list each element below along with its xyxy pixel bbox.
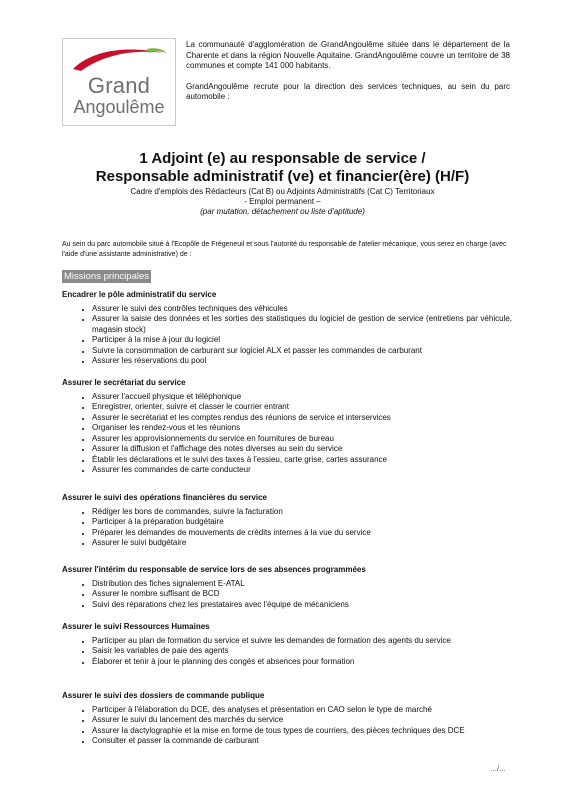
bullet-list <box>62 705 512 747</box>
missions-heading: Missions principales <box>64 271 150 282</box>
list-item: • Assurer le suivi du lancement des marchés du service <box>92 715 512 726</box>
list-item: • Rédiger les bons de commandes, suivre la facturation <box>92 507 512 518</box>
job-grade: Cadre d'emplois des Rédacteurs (Cat B) ou Adjoints Administratifs (Cat C) Territoriaux <box>130 187 435 196</box>
list-item: • Saisir les variables de paie des agents <box>92 646 512 657</box>
list-item: • Assurer la dactylographie et la mise en forme de tous types de courriers, des pièces techniques des DCE <box>92 726 512 737</box>
job-status: - Emploi permanent – <box>244 197 321 206</box>
continuation-marker: …/… <box>490 766 506 773</box>
section-encadrer <box>62 290 512 367</box>
list-item: • Participer à la préparation budgétaire <box>92 517 512 528</box>
bullet-list <box>62 507 512 549</box>
logo-text-angouleme: Angoulême <box>73 97 165 117</box>
job-title-line-2: Responsable administratif (ve) et financier(ère) (H/F) <box>95 168 470 185</box>
list-item: • Suivre la consommation de carburant sur logiciel ALX et passer les commandes de carburant <box>92 346 512 357</box>
logo-text-grand: Grand <box>87 73 151 98</box>
grandangouleme-logo <box>62 38 176 126</box>
list-item: • Participer à l'élaboration du DCE, des analyses et présentation en CAO selon le type de marché <box>92 705 512 716</box>
list-item: • Distribution des fiches signalement E-ATAL <box>92 579 512 590</box>
list-item: • Élaborer et tenir à jour le planning des congés et absences pour formation <box>92 657 512 668</box>
intro-paragraph-1: La communauté d'agglomération de GrandAngoulême située dans le département de la Charente et dans la région Nouvelle Aquitaine. GrandAngoulême couvre un territoire de 38 communes et compte 141 000 habitants. <box>186 40 510 70</box>
list-item: • Enregistrer, orienter, suivre et classer le courrier entrant <box>92 402 512 413</box>
section-heading: Assurer le suivi des dossiers de commande publique <box>62 691 265 700</box>
list-item: • Suivi des réparations chez les prestataires avec l'équipe de mécaniciens <box>92 600 512 611</box>
section-rh <box>62 622 512 667</box>
intro-paragraph-2: GrandAngoulême recrute pour la direction des services techniques, au sein du parc automobile : <box>186 81 510 101</box>
section-secretariat <box>62 378 512 476</box>
list-item: • Préparer les demandes de mouvements de crédits internes à la vue du service <box>92 528 512 539</box>
list-item: • Assurer le secrétariat et les comptes rendus des réunions de service et interservices <box>92 413 512 424</box>
context-paragraph: Au sein du parc automobile situé à l'Ecopôle de Frégeneuil et sous l'autorité du responsable de l'atelier mécanique, vous serez en charge (avec l'aide d'une assistante administrative) de : <box>62 241 507 258</box>
section-commande-publique <box>62 691 512 747</box>
section-heading: Encadrer le pôle administratif du service <box>62 290 217 299</box>
bullet-list <box>62 636 512 668</box>
list-item: • Consulter et passer la commande de carburant <box>92 736 512 747</box>
section-heading: Assurer le suivi des opérations financières du service <box>62 493 267 502</box>
list-item: • Assurer le suivi budgétaire <box>92 538 512 549</box>
section-heading: Assurer l'intérim du responsable de service lors de ses absences programmées <box>62 565 366 574</box>
section-interim <box>62 565 512 610</box>
bullet-list <box>62 304 512 367</box>
list-item: • Assurer les commandes de carte conducteur <box>92 465 512 476</box>
list-item: • Assurer les réservations du pool <box>92 356 512 367</box>
list-item: • Assurer les approvisionnements du service en fournitures de bureau <box>92 434 512 445</box>
list-item: • Organiser les rendez-vous et les réunions <box>92 423 512 434</box>
intro-block <box>186 40 510 103</box>
bullet-list <box>62 392 512 476</box>
list-item: • Assurer le suivi des contrôles techniques des véhicules <box>92 304 512 315</box>
job-title-line-1: 1 Adjoint (e) au responsable de service / <box>139 150 426 167</box>
section-heading: Assurer le suivi Ressources Humaines <box>62 622 210 631</box>
list-item: • Assurer la saisie des données et les sorties des statistiques du logiciel de gestion de service (entretiens par véhicule, magasin stock) <box>92 314 512 335</box>
section-heading: Assurer le secrétariat du service <box>62 378 186 387</box>
section-financieres <box>62 493 512 549</box>
job-recruitment-mode: (par mutation, détachement ou liste d'aptitude) <box>200 207 365 216</box>
list-item: • Assurer le nombre suffisant de BCD <box>92 589 512 600</box>
list-item: • Établir les déclarations et le suivi des taxes à l'essieu, carte grise, cartes assurance <box>92 455 512 466</box>
list-item: • Assurer la diffusion et l'affichage des notes diverses au sein du service <box>92 444 512 455</box>
bullet-list <box>62 579 512 611</box>
list-item: • Participer à la mise à jour du logiciel <box>92 335 512 346</box>
list-item: • Assurer l'accueil physique et téléphonique <box>92 392 512 403</box>
list-item: • Participer au plan de formation du service et suivre les demandes de formation des agents du service <box>92 636 512 647</box>
